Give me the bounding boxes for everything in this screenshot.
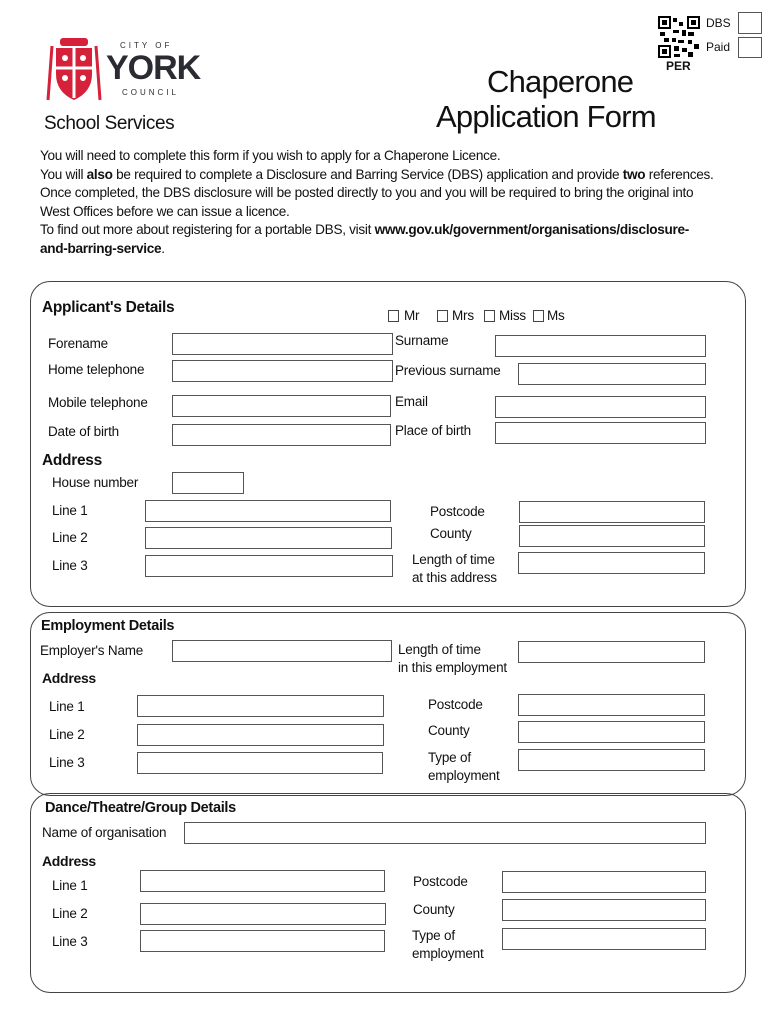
employer-name-label: Employer's Name <box>40 643 144 658</box>
title-mrs-label: Mrs <box>452 308 474 323</box>
intro-line: West Offices before we can issue a licence. <box>40 203 290 219</box>
employment-county-input[interactable] <box>518 721 705 743</box>
home-telephone-label: Home telephone <box>48 362 145 377</box>
organisation-input[interactable] <box>184 822 706 844</box>
email-input[interactable] <box>495 396 706 418</box>
intro-text <box>40 147 760 259</box>
forename-input[interactable] <box>172 333 393 355</box>
surname-label: Surname <box>395 333 449 348</box>
employment-type-label-2: employment <box>428 768 500 783</box>
title-miss-checkbox[interactable] <box>484 310 495 322</box>
intro-line <box>40 166 760 185</box>
logo-york: YORK <box>106 49 201 87</box>
date-of-birth-input[interactable] <box>172 424 391 446</box>
york-crest-logo <box>46 34 102 104</box>
dance-line2-input[interactable] <box>140 903 386 925</box>
mobile-telephone-label: Mobile telephone <box>48 395 148 410</box>
dance-type-label: Type of <box>412 928 455 943</box>
intro-line: You will need to complete this form if you wish to apply for a Chaperone Licence. <box>40 148 501 163</box>
length-at-address-input[interactable] <box>518 552 705 574</box>
address-line1-label: Line 1 <box>52 503 88 518</box>
organisation-label: Name of organisation <box>42 825 167 840</box>
form-title-line2: Application Form <box>436 99 656 134</box>
title-mr-label: Mr <box>404 308 420 323</box>
employment-address-heading: Address <box>42 670 96 686</box>
text: . <box>161 240 165 256</box>
logo-council: COUNCIL <box>122 88 180 97</box>
employment-postcode-input[interactable] <box>518 694 705 716</box>
house-number-label: House number <box>52 475 139 490</box>
address-line1-input[interactable] <box>145 500 391 522</box>
mobile-telephone-input[interactable] <box>172 395 391 417</box>
employment-type-label: Type of <box>428 750 471 765</box>
intro-line <box>40 221 760 240</box>
dbs-label: DBS <box>706 16 731 30</box>
dance-heading: Dance/Theatre/Group Details <box>45 800 236 816</box>
dance-county-label: County <box>413 902 455 917</box>
address-line2-label: Line 2 <box>52 530 88 545</box>
employment-postcode-label: Postcode <box>428 697 483 712</box>
title-ms-label: Ms <box>547 308 565 323</box>
home-telephone-input[interactable] <box>172 360 393 382</box>
length-employment-label-2: in this employment <box>398 660 507 675</box>
title-ms-checkbox[interactable] <box>533 310 544 322</box>
dbs-checkbox[interactable] <box>738 12 762 34</box>
employment-line1-input[interactable] <box>137 695 384 717</box>
employment-line3-input[interactable] <box>137 752 383 774</box>
paid-label: Paid <box>706 40 731 54</box>
paid-checkbox[interactable] <box>738 37 762 58</box>
address-line3-input[interactable] <box>145 555 393 577</box>
dance-line2-label: Line 2 <box>52 906 88 921</box>
dance-line1-input[interactable] <box>140 870 385 892</box>
text: be required to complete a Disclosure and Barring Service (DBS) application and provide <box>112 166 623 182</box>
emphasis: two <box>622 166 646 182</box>
previous-surname-label: Previous surname <box>395 363 501 378</box>
dance-postcode-input[interactable] <box>502 871 706 893</box>
address-line3-label: Line 3 <box>52 558 88 573</box>
date-of-birth-label: Date of birth <box>48 424 119 439</box>
employer-name-input[interactable] <box>172 640 392 662</box>
employment-heading: Employment Details <box>41 618 175 634</box>
employment-type-input[interactable] <box>518 749 705 771</box>
forename-label: Forename <box>48 336 108 351</box>
county-label: County <box>430 526 472 541</box>
qr-code-icon <box>658 16 700 58</box>
dance-county-input[interactable] <box>502 899 706 921</box>
logo-city-of: CITY OF <box>120 41 173 50</box>
address-line2-input[interactable] <box>145 527 392 549</box>
previous-surname-input[interactable] <box>518 363 706 385</box>
per-code: PER <box>666 59 691 73</box>
house-number-input[interactable] <box>172 472 244 494</box>
employment-line1-label: Line 1 <box>49 699 85 714</box>
text: references. <box>645 166 714 182</box>
place-of-birth-input[interactable] <box>495 422 706 444</box>
surname-input[interactable] <box>495 335 706 357</box>
intro-line <box>40 240 760 259</box>
applicant-heading: Applicant's Details <box>42 299 175 316</box>
title-mr-checkbox[interactable] <box>388 310 399 322</box>
postcode-label: Postcode <box>430 504 485 519</box>
form-title-line1: Chaperone <box>487 64 634 99</box>
title-miss-label: Miss <box>499 308 526 323</box>
department-name: School Services <box>44 113 175 134</box>
employment-line2-input[interactable] <box>137 724 384 746</box>
dance-line3-input[interactable] <box>140 930 385 952</box>
title-mrs-checkbox[interactable] <box>437 310 448 322</box>
address-heading: Address <box>42 452 102 469</box>
place-of-birth-label: Place of birth <box>395 423 471 438</box>
length-employment-label: Length of time <box>398 642 481 657</box>
dance-line3-label: Line 3 <box>52 934 88 949</box>
length-employment-input[interactable] <box>518 641 705 663</box>
dance-type-input[interactable] <box>502 928 706 950</box>
county-input[interactable] <box>519 525 705 547</box>
employment-line2-label: Line 2 <box>49 727 85 742</box>
emphasis: also <box>86 166 113 182</box>
postcode-input[interactable] <box>519 501 705 523</box>
employment-county-label: County <box>428 723 470 738</box>
text: To find out more about registering for a portable DBS, visit <box>40 222 375 238</box>
dbs-link[interactable]: and-barring-service <box>40 240 162 256</box>
dbs-link[interactable]: www.gov.uk/government/organisations/disclosure- <box>374 222 690 238</box>
intro-line: Once completed, the DBS disclosure will be posted directly to you and you will be required to bring the original into <box>40 185 694 201</box>
length-at-address-label-2: at this address <box>412 570 497 585</box>
dance-postcode-label: Postcode <box>413 874 468 889</box>
text: You will <box>40 166 87 182</box>
dance-address-heading: Address <box>42 853 96 869</box>
length-at-address-label: Length of time <box>412 552 495 567</box>
employment-line3-label: Line 3 <box>49 755 85 770</box>
dance-line1-label: Line 1 <box>52 878 88 893</box>
dance-type-label-2: employment <box>412 946 484 961</box>
email-label: Email <box>395 394 428 409</box>
